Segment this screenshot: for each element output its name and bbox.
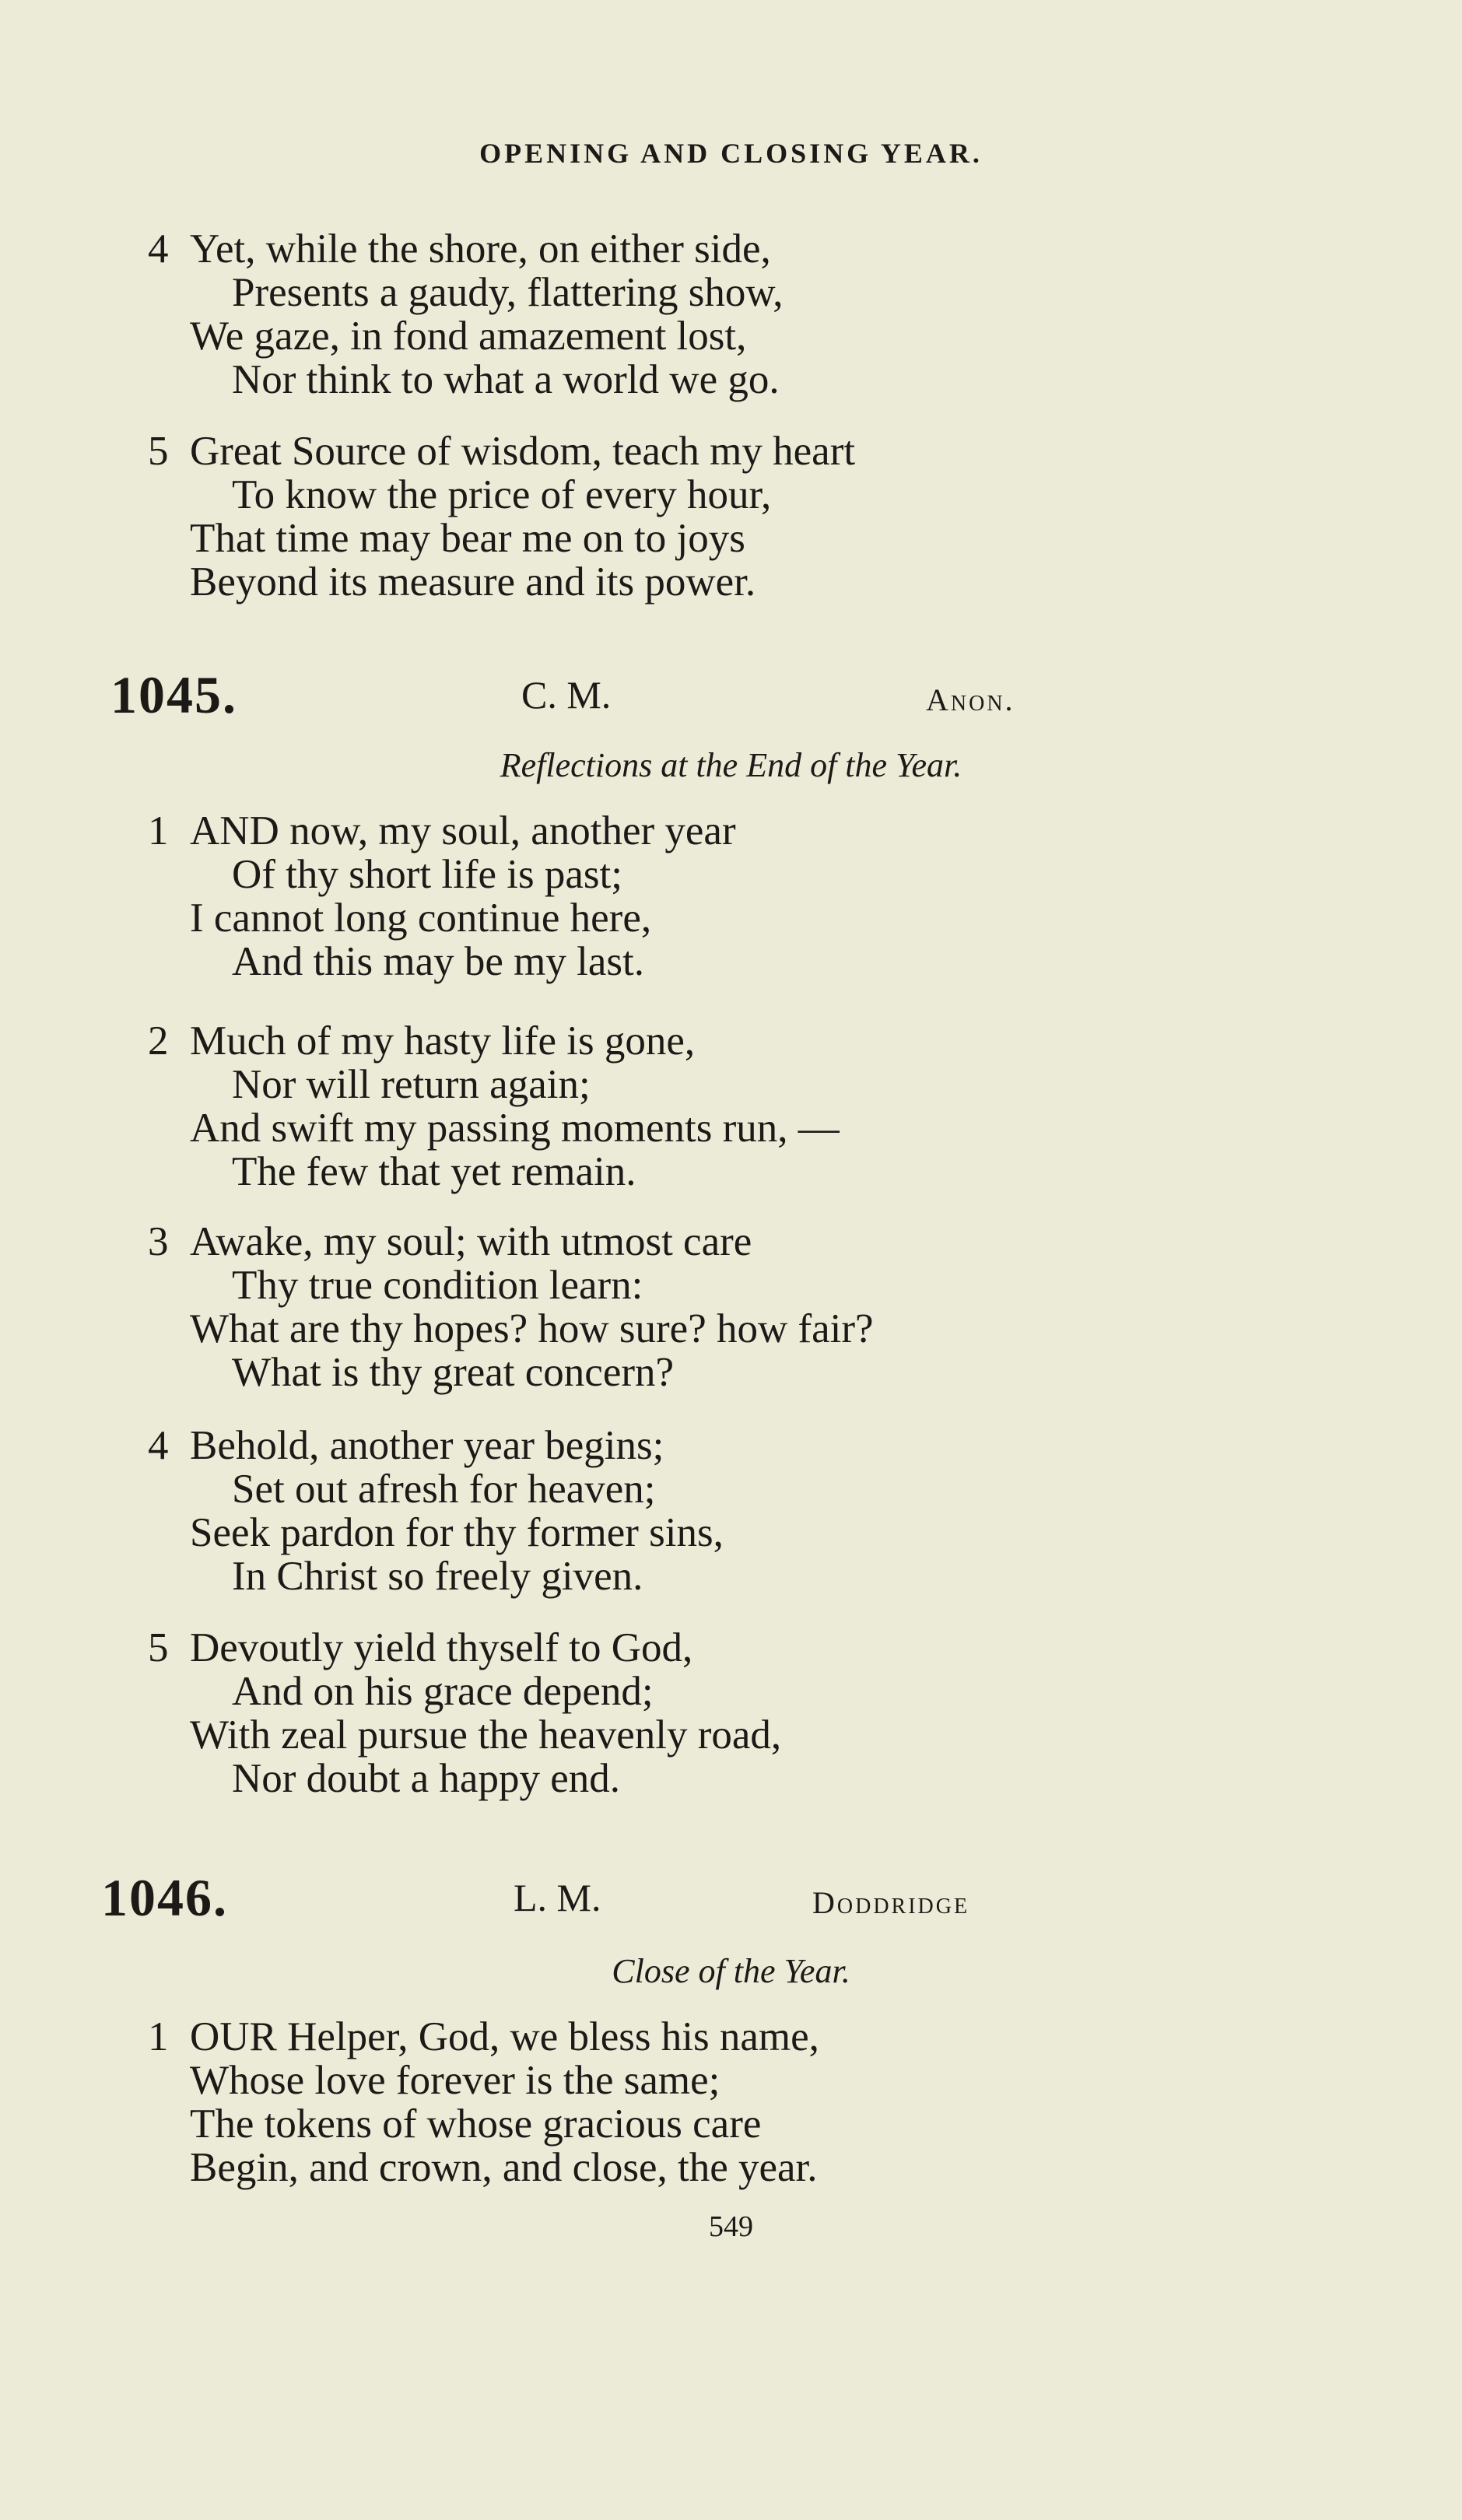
hymn-number: 1045. [110,665,237,724]
stanza-line: And on his grace depend; [232,1669,654,1714]
stanza-cont-4 [148,227,1362,401]
stanza-line: 3 Awake, my soul; with utmost care [148,1219,752,1264]
stanza-cont-5 [148,429,1362,604]
hymn-1046-heading [0,1867,1462,1929]
hymn-author: Anon. [926,682,1015,717]
stanza-number: 2 [148,1018,169,1064]
stanza-line: That time may bear me on to joys [190,516,745,561]
stanza-number: 1 [148,808,169,853]
stanza-line: What is thy great concern? [232,1350,675,1395]
stanza-number: 5 [148,1625,169,1670]
stanza-line: 2 Much of my hasty life is gone, [148,1018,696,1064]
hymn-1045-stanza-3 [148,1220,1362,1394]
stanza-line: Thy true condition learn: [232,1263,643,1308]
running-head: OPENING AND CLOSING YEAR. [479,138,983,169]
stanza-line: In Christ so freely given. [232,1554,643,1599]
hymn-1046-stanza-1 [148,2015,1362,2189]
hymn-meter: L. M. [514,1876,601,1919]
hymn-1045-heading [0,664,1462,727]
hymn-meter: C. M. [521,673,612,717]
stanza-number: 3 [148,1219,169,1264]
stanza-line: Nor think to what a world we go. [232,357,780,402]
stanza-line: And this may be my last. [232,939,644,984]
stanza-line: 4 Yet, while the shore, on either side, [148,226,771,272]
page-number: 549 [709,2210,753,2243]
hymn-author: Doddridge [812,1885,970,1920]
stanza-line: The tokens of whose gracious care [190,2101,762,2147]
stanza-line: 1 AND now, my soul, another year [148,808,736,853]
stanza-line: Begin, and crown, and close, the year. [190,2145,818,2190]
stanza-number: 4 [148,226,169,272]
stanza-line: Whose love forever is the same; [190,2058,720,2103]
stanza-line: 1 OUR Helper, God, we bless his name, [148,2014,819,2059]
hymn-1045-stanza-5 [148,1626,1362,1800]
hymn-1045-stanza-1 [148,809,1362,983]
stanza-line: To know the price of every hour, [232,472,772,517]
hymn-1045-title: Reflections at the End of the Year. [500,746,962,784]
hymn-1045-stanza-4 [148,1424,1362,1598]
stanza-line: Beyond its measure and its power. [190,559,756,605]
stanza-line: Seek pardon for thy former sins, [190,1510,724,1555]
stanza-line: The few that yet remain. [232,1149,636,1194]
stanza-line: Set out afresh for heaven; [232,1467,656,1512]
stanza-line: Nor will return again; [232,1062,591,1107]
stanza-number: 5 [148,429,169,474]
stanza-line: With zeal pursue the heavenly road, [190,1712,782,1758]
stanza-line: 5 Devoutly yield thyself to God, [148,1625,693,1670]
stanza-line: Presents a gaudy, flattering show, [232,270,784,315]
stanza-line: And swift my passing moments run, — [190,1106,840,1151]
stanza-line: I cannot long continue here, [190,895,652,941]
stanza-line: Of thy short life is past; [232,852,622,897]
stanza-line: 5 Great Source of wisdom, teach my heart [148,429,856,474]
stanza-line: 4 Behold, another year begins; [148,1423,664,1468]
stanza-line: What are thy hopes? how sure? how fair? [190,1306,874,1351]
hymn-number: 1046. [101,1868,228,1927]
stanza-number: 4 [148,1423,169,1468]
stanza-line: Nor doubt a happy end. [232,1756,620,1801]
hymn-1046-title: Close of the Year. [612,1952,850,1990]
stanza-number: 1 [148,2014,169,2059]
hymn-1045-stanza-2 [148,1019,1362,1193]
stanza-line: We gaze, in fond amazement lost, [190,314,747,359]
